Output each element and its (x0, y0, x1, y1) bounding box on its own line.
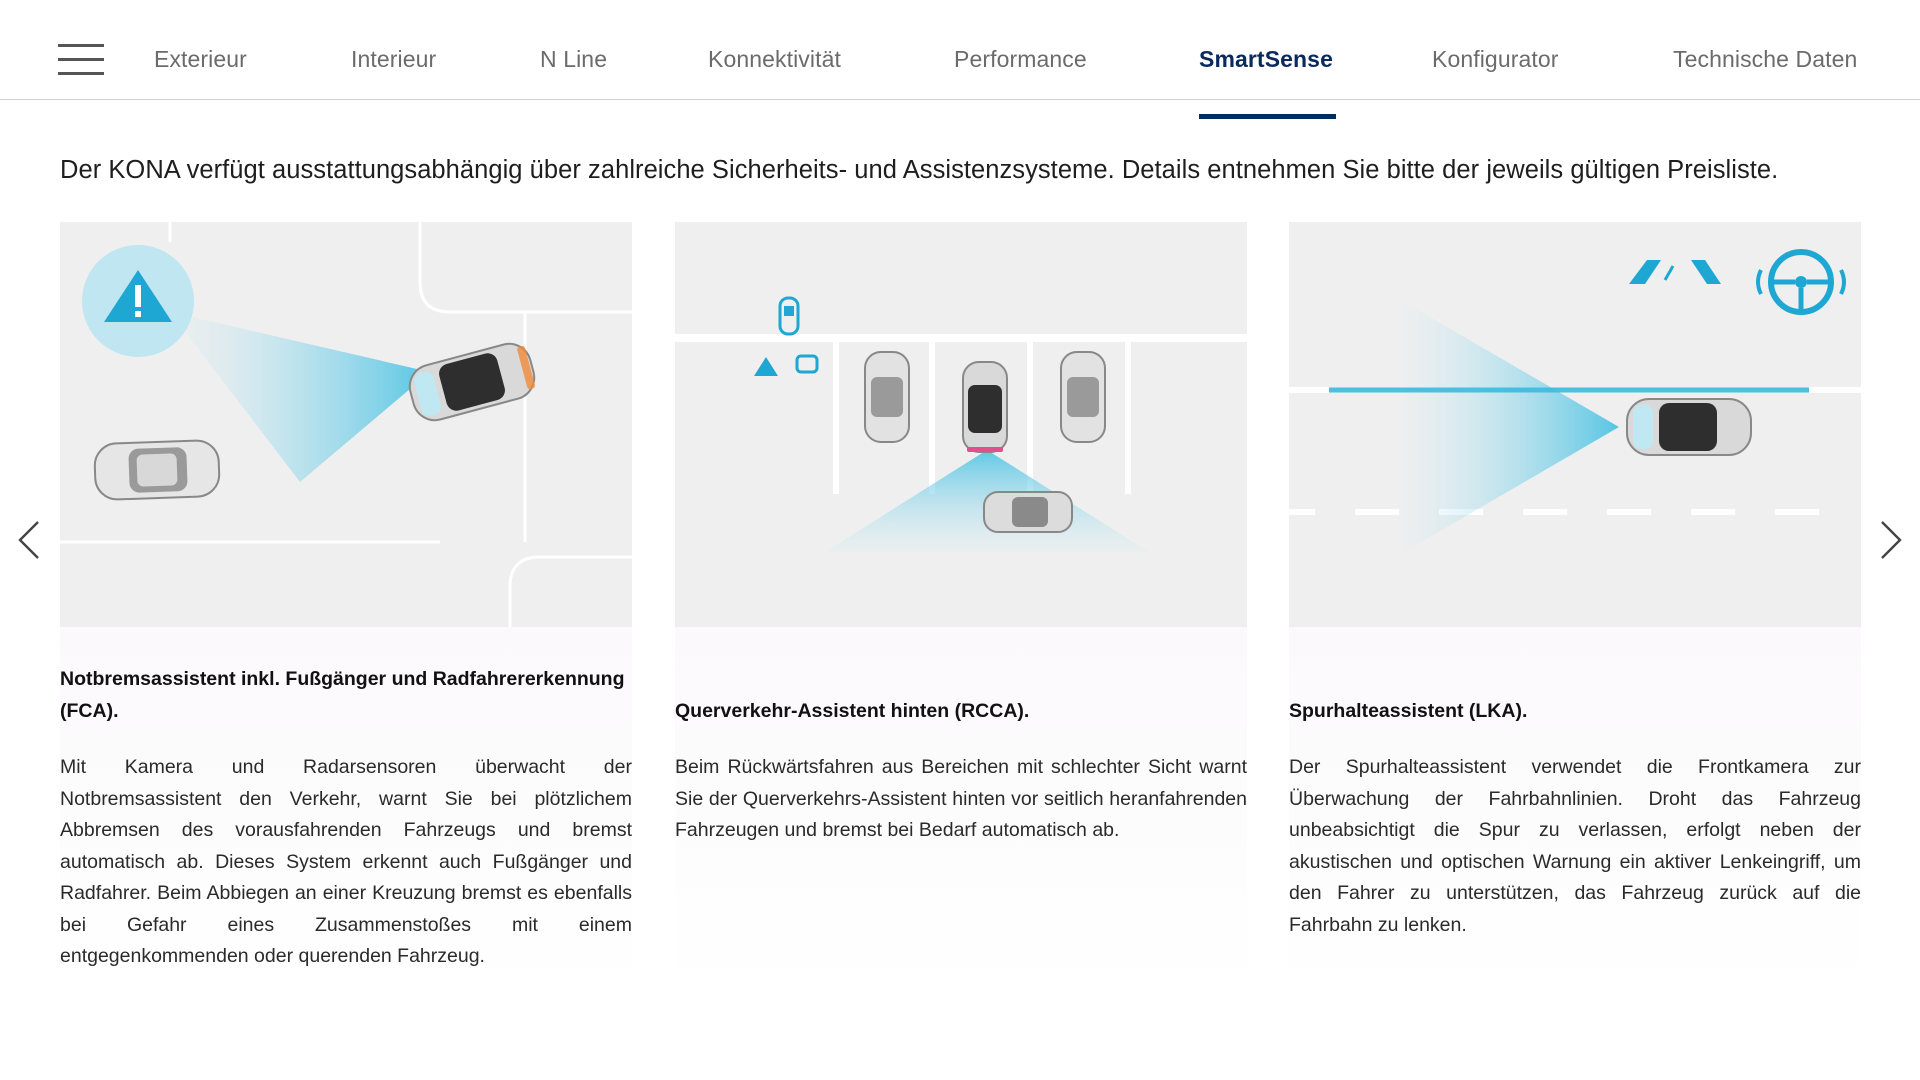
ego-car-icon (963, 362, 1007, 452)
lka-description: Der Spurhalteassistent verwendet die Frontkamera zur Überwachung der Fahrbahnlinien. Droht das Fahrzeug unbeabsichtigt die Spur zu verlassen, erfolgt neben der akustischen und optischen Warnung ein aktiver Lenkeingriff, um den Fahrer zu unterstützen, das Fahrzeug zurück auf die Fahrbahn zu lenken. (1289, 756, 1861, 936)
top-navigation (0, 0, 1920, 100)
nav-item-exterieur[interactable]: Exterieur (154, 46, 247, 72)
fca-title: Notbremsassistent inkl. Fußgänger und Radfahrererkennung (FCA). (60, 668, 625, 722)
active-tab-indicator (1199, 114, 1336, 119)
steering-wheel-lane-icon (1629, 252, 1844, 312)
nav-item-technische-daten[interactable]: Technische Daten (1673, 46, 1858, 72)
other-car-icon (94, 440, 220, 500)
ego-car-icon (405, 339, 539, 425)
lka-title: Spurhalteassistent (LKA). (1289, 700, 1528, 722)
feature-card-rcca (675, 222, 1247, 841)
lka-illustration (1289, 222, 1861, 627)
parked-car-icon (865, 352, 909, 442)
intro-text: Der KONA verfügt ausstattungsabhängig über zahlreiche Sicherheits- und Assistenzsysteme. Details entnehmen Sie bitte der jeweils gültigen Preisliste. (60, 156, 1779, 184)
rcca-illustration (675, 222, 1247, 627)
rcca-description: Beim Rückwärtsfahren aus Bereichen mit schlechter Sicht warnt Sie der Querverkehrs-Assistent hinten vor seitlich heranfahrenden Fahrzeugen und bremst bei Bedarf automatisch ab. (675, 756, 1247, 841)
parked-car-icon (1061, 352, 1105, 442)
feature-card-lka (1289, 222, 1861, 936)
chevron-right-icon (1876, 518, 1906, 562)
nav-item-smartsense[interactable]: SmartSense (1199, 46, 1333, 72)
rcca-title: Querverkehr-Assistent hinten (RCCA). (675, 700, 1030, 722)
hamburger-menu-icon[interactable] (58, 44, 104, 76)
nav-item-interieur[interactable]: Interieur (351, 46, 437, 72)
carousel-next-button[interactable] (1876, 518, 1906, 562)
nav-item-konnektivitaet[interactable]: Konnektivität (708, 46, 841, 72)
chevron-left-icon (14, 518, 44, 562)
nav-item-n-line[interactable]: N Line (540, 46, 608, 72)
fca-illustration (60, 222, 632, 627)
fca-description: Mit Kamera und Radarsensoren überwacht der Notbremsassistent den Verkehr, warnt Sie bei plötzlichem Abbremsen des vorausfahrenden Fahrzeugs und bremst automatisch ab. Dieses System erkennt auch Fußgänger und Radfahrer. Beim Abbiegen an einer Kreuzung bremst es ebenfalls bei Gefahr eines Zusammenstoßes mit einem entgegenkommenden oder querenden Fahrzeug. (60, 756, 632, 967)
crossing-car-icon (984, 492, 1072, 532)
feature-card-fca (60, 222, 632, 967)
carousel-prev-button[interactable] (14, 518, 44, 562)
nav-item-performance[interactable]: Performance (954, 46, 1087, 72)
nav-item-konfigurator[interactable]: Konfigurator (1432, 46, 1559, 72)
ego-car-icon (1627, 399, 1751, 455)
